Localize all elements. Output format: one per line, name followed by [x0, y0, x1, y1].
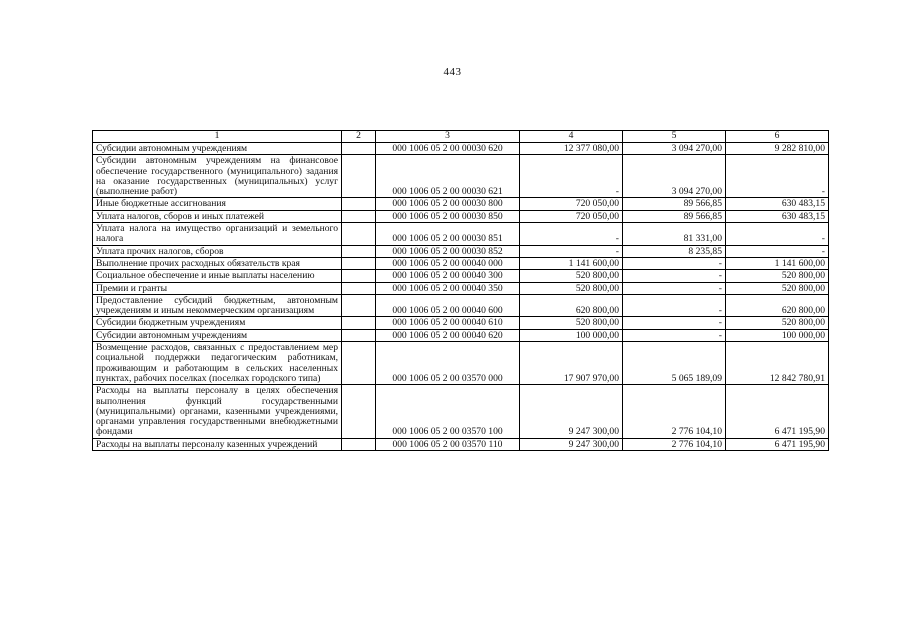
row-value-col4: 12 377 080,00 — [520, 143, 623, 155]
table-row — [93, 282, 829, 294]
row-name: Иные бюджетные ассигнования — [93, 198, 342, 210]
row-name: Субсидии автономным учреждениям — [93, 329, 342, 341]
row-name: Премии и гранты — [93, 282, 342, 294]
row-value-col4: 100 000,00 — [520, 329, 623, 341]
row-col2 — [342, 257, 376, 269]
row-value-col4: 520 800,00 — [520, 282, 623, 294]
row-value-col4: 620 800,00 — [520, 294, 623, 317]
row-name: Субсидии автономным учреждениям на финансовое обеспечение государственного (муниципального) задания на оказание государственных (муниципальных) услуг (выполнение работ) — [93, 155, 342, 198]
row-value-col6: 520 800,00 — [726, 282, 829, 294]
row-code: 000 1006 05 2 00 00030 620 — [376, 143, 520, 155]
row-name: Субсидии автономным учреждениям — [93, 143, 342, 155]
row-code: 000 1006 05 2 00 00040 610 — [376, 317, 520, 329]
row-col2 — [342, 245, 376, 257]
row-value-col4: 9 247 300,00 — [520, 438, 623, 450]
row-value-col6: 9 282 810,00 — [726, 143, 829, 155]
row-col2 — [342, 198, 376, 210]
page-number: 443 — [443, 66, 462, 78]
table-row — [93, 198, 829, 210]
table-row — [93, 223, 829, 246]
row-value-col6: - — [726, 223, 829, 246]
row-col2 — [342, 438, 376, 450]
row-code: 000 1006 05 2 00 00030 850 — [376, 210, 520, 222]
table-row — [93, 155, 829, 198]
table-row — [93, 257, 829, 269]
row-value-col5: - — [623, 282, 726, 294]
table-row — [93, 210, 829, 222]
row-name: Предоставление субсидий бюджетным, автономным учреждениям и иным некоммерческим организациям — [93, 294, 342, 317]
row-value-col6: 1 141 600,00 — [726, 257, 829, 269]
row-value-col6: 520 800,00 — [726, 270, 829, 282]
column-header-1: 1 — [93, 131, 342, 143]
row-value-col4: - — [520, 155, 623, 198]
row-value-col4: 720 050,00 — [520, 198, 623, 210]
row-code: 000 1006 05 2 00 00030 800 — [376, 198, 520, 210]
row-value-col5: - — [623, 329, 726, 341]
row-value-col5: 89 566,85 — [623, 198, 726, 210]
row-code: 000 1006 05 2 00 00040 600 — [376, 294, 520, 317]
row-value-col5: - — [623, 270, 726, 282]
row-col2 — [342, 385, 376, 438]
row-col2 — [342, 155, 376, 198]
row-code: 000 1006 05 2 00 00030 851 — [376, 223, 520, 246]
column-header-2: 2 — [342, 131, 376, 143]
row-value-col6: - — [726, 155, 829, 198]
row-value-col6: 520 800,00 — [726, 317, 829, 329]
row-value-col6: 620 800,00 — [726, 294, 829, 317]
row-value-col5: 3 094 270,00 — [623, 155, 726, 198]
column-header-6: 6 — [726, 131, 829, 143]
row-col2 — [342, 210, 376, 222]
row-name: Расходы на выплаты персоналу в целях обеспечения выполнения функций государственными (муниципальными) органами, казенными учреждениями, органами управления государственными внебюджетными фондами — [93, 385, 342, 438]
row-code: 000 1006 05 2 00 00040 000 — [376, 257, 520, 269]
row-name: Возмещение расходов, связанных с предоставлением мер социальной поддержки педагогическим работникам, проживающим и работающим в сельских населенных пунктах, рабочих поселках (поселках городского типа) — [93, 342, 342, 385]
row-value-col5: 2 776 104,10 — [623, 385, 726, 438]
row-code: 000 1006 05 2 00 00040 300 — [376, 270, 520, 282]
row-name: Расходы на выплаты персоналу казенных учреждений — [93, 438, 342, 450]
row-col2 — [342, 143, 376, 155]
column-header-5: 5 — [623, 131, 726, 143]
row-value-col4: 720 050,00 — [520, 210, 623, 222]
row-value-col5: 81 331,00 — [623, 223, 726, 246]
row-value-col4: 520 800,00 — [520, 317, 623, 329]
row-value-col5: 3 094 270,00 — [623, 143, 726, 155]
row-value-col4: 1 141 600,00 — [520, 257, 623, 269]
row-value-col4: 9 247 300,00 — [520, 385, 623, 438]
table-row — [93, 143, 829, 155]
row-value-col5: 2 776 104,10 — [623, 438, 726, 450]
row-code: 000 1006 05 2 00 00040 350 — [376, 282, 520, 294]
table-row — [93, 270, 829, 282]
table-row — [93, 317, 829, 329]
row-code: 000 1006 05 2 00 03570 110 — [376, 438, 520, 450]
row-name: Субсидии бюджетным учреждениям — [93, 317, 342, 329]
column-header-3: 3 — [376, 131, 520, 143]
row-value-col4: 520 800,00 — [520, 270, 623, 282]
row-value-col4: 17 907 970,00 — [520, 342, 623, 385]
row-value-col6: - — [726, 245, 829, 257]
row-col2 — [342, 270, 376, 282]
row-code: 000 1006 05 2 00 03570 100 — [376, 385, 520, 438]
row-value-col6: 100 000,00 — [726, 329, 829, 341]
row-value-col6: 12 842 780,91 — [726, 342, 829, 385]
row-name: Выполнение прочих расходных обязательств края — [93, 257, 342, 269]
row-value-col6: 6 471 195,90 — [726, 385, 829, 438]
row-col2 — [342, 282, 376, 294]
row-value-col6: 630 483,15 — [726, 198, 829, 210]
row-value-col4: - — [520, 223, 623, 246]
row-name: Социальное обеспечение и иные выплаты населению — [93, 270, 342, 282]
row-value-col4: - — [520, 245, 623, 257]
row-value-col5: 5 065 189,09 — [623, 342, 726, 385]
row-col2 — [342, 342, 376, 385]
column-header-4: 4 — [520, 131, 623, 143]
row-value-col6: 630 483,15 — [726, 210, 829, 222]
row-name: Уплата налога на имущество организаций и земельного налога — [93, 223, 342, 246]
budget-table — [92, 130, 829, 451]
row-col2 — [342, 294, 376, 317]
column-number-row — [93, 131, 829, 143]
row-value-col5: - — [623, 317, 726, 329]
table-row — [93, 329, 829, 341]
row-code: 000 1006 05 2 00 00030 621 — [376, 155, 520, 198]
row-code: 000 1006 05 2 00 00030 852 — [376, 245, 520, 257]
row-name: Уплата налогов, сборов и иных платежей — [93, 210, 342, 222]
row-value-col5: 89 566,85 — [623, 210, 726, 222]
row-value-col6: 6 471 195,90 — [726, 438, 829, 450]
table-row — [93, 342, 829, 385]
table-row — [93, 245, 829, 257]
row-value-col5: - — [623, 257, 726, 269]
row-value-col5: 8 235,85 — [623, 245, 726, 257]
row-col2 — [342, 329, 376, 341]
row-code: 000 1006 05 2 00 00040 620 — [376, 329, 520, 341]
row-code: 000 1006 05 2 00 03570 000 — [376, 342, 520, 385]
row-col2 — [342, 317, 376, 329]
table-row — [93, 294, 829, 317]
row-name: Уплата прочих налогов, сборов — [93, 245, 342, 257]
row-value-col5: - — [623, 294, 726, 317]
row-col2 — [342, 223, 376, 246]
table-row — [93, 385, 829, 438]
table-row — [93, 438, 829, 450]
